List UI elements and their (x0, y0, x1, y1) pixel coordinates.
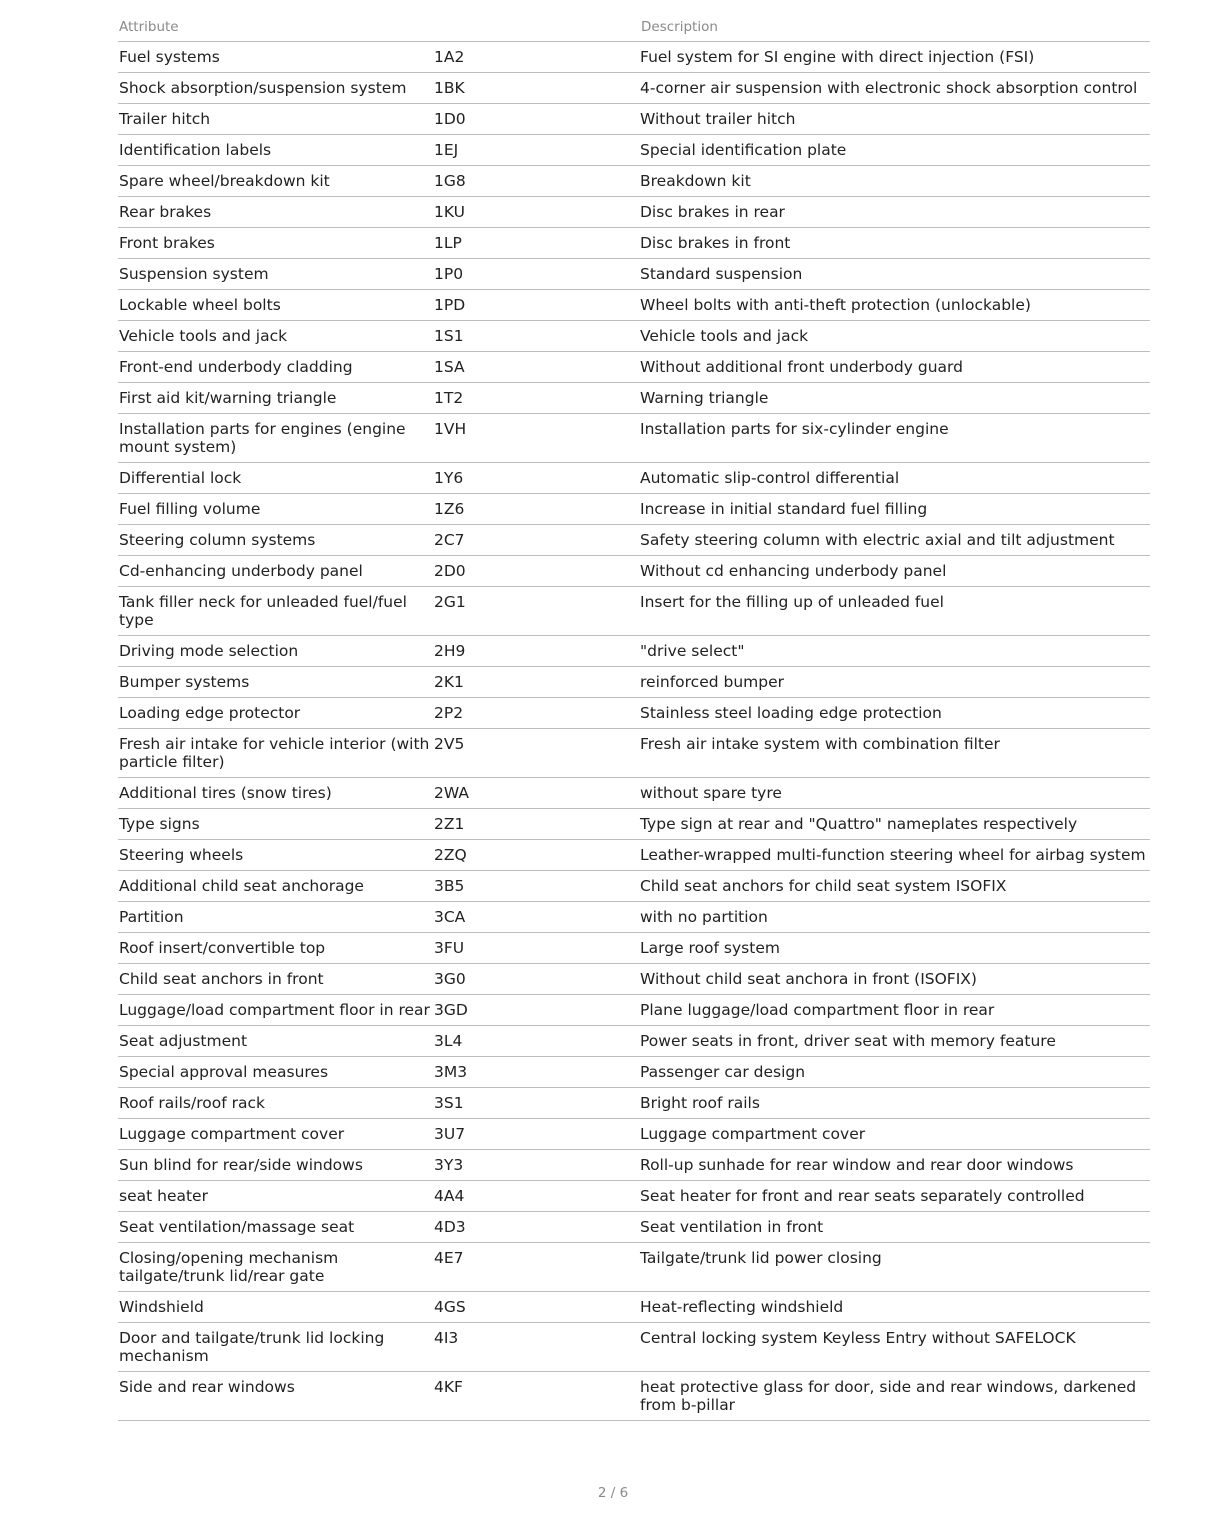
table-row (118, 1057, 1150, 1088)
code-cell: 2V5 (434, 729, 640, 778)
code-cell: 4KF (434, 1372, 640, 1421)
table-row (118, 414, 1150, 463)
table-row (118, 964, 1150, 995)
code-cell: 3M3 (434, 1057, 640, 1088)
table-row (118, 525, 1150, 556)
attribute-cell: Roof insert/convertible top (118, 933, 434, 964)
table-row (118, 667, 1150, 698)
code-cell: 1D0 (434, 104, 640, 135)
description-cell: Disc brakes in front (640, 228, 1150, 259)
column-header-description: Description (640, 14, 1150, 42)
description-cell: Installation parts for six-cylinder engine (640, 414, 1150, 463)
attribute-cell: Type signs (118, 809, 434, 840)
table-row (118, 1323, 1150, 1372)
code-cell: 2WA (434, 778, 640, 809)
code-cell: 2ZQ (434, 840, 640, 871)
table-row (118, 463, 1150, 494)
attribute-cell: Rear brakes (118, 197, 434, 228)
table-row (118, 259, 1150, 290)
attribute-table (118, 14, 1150, 1421)
code-cell: 1G8 (434, 166, 640, 197)
code-cell: 3CA (434, 902, 640, 933)
table-row (118, 636, 1150, 667)
attribute-cell: Additional child seat anchorage (118, 871, 434, 902)
code-cell: 1P0 (434, 259, 640, 290)
attribute-cell: Child seat anchors in front (118, 964, 434, 995)
description-cell: Fuel system for SI engine with direct injection (FSI) (640, 42, 1150, 73)
table-row (118, 809, 1150, 840)
code-cell: 2H9 (434, 636, 640, 667)
table-row (118, 197, 1150, 228)
code-cell: 3L4 (434, 1026, 640, 1057)
code-cell: 1EJ (434, 135, 640, 166)
table-row (118, 1150, 1150, 1181)
attribute-cell: Special approval measures (118, 1057, 434, 1088)
description-cell: Power seats in front, driver seat with memory feature (640, 1026, 1150, 1057)
description-cell: 4-corner air suspension with electronic shock absorption control (640, 73, 1150, 104)
attribute-cell: Lockable wheel bolts (118, 290, 434, 321)
attribute-cell: Windshield (118, 1292, 434, 1323)
table-row (118, 166, 1150, 197)
attribute-cell: Suspension system (118, 259, 434, 290)
code-cell: 1KU (434, 197, 640, 228)
code-cell: 1SA (434, 352, 640, 383)
table-row (118, 42, 1150, 73)
attribute-cell: Partition (118, 902, 434, 933)
description-cell: Roll-up sunhade for rear window and rear door windows (640, 1150, 1150, 1181)
attribute-cell: Cd-enhancing underbody panel (118, 556, 434, 587)
attribute-cell: Tank filler neck for unleaded fuel/fuel type (118, 587, 434, 636)
page-indicator: 2 / 6 (597, 1485, 629, 1501)
attribute-cell: Fresh air intake for vehicle interior (with particle filter) (118, 729, 434, 778)
table-row (118, 135, 1150, 166)
table-row (118, 698, 1150, 729)
header-row (118, 14, 1150, 42)
description-cell: Without trailer hitch (640, 104, 1150, 135)
table-row (118, 1119, 1150, 1150)
description-cell: Warning triangle (640, 383, 1150, 414)
attribute-cell: seat heater (118, 1181, 434, 1212)
description-cell: Vehicle tools and jack (640, 321, 1150, 352)
table-row (118, 1243, 1150, 1292)
attribute-cell: Shock absorption/suspension system (118, 73, 434, 104)
description-cell: Without additional front underbody guard (640, 352, 1150, 383)
description-cell: Heat-reflecting windshield (640, 1292, 1150, 1323)
code-cell: 3G0 (434, 964, 640, 995)
code-cell: 3B5 (434, 871, 640, 902)
attribute-cell: Steering column systems (118, 525, 434, 556)
code-cell: 2C7 (434, 525, 640, 556)
table-row (118, 902, 1150, 933)
code-cell: 1LP (434, 228, 640, 259)
attribute-cell: Side and rear windows (118, 1372, 434, 1421)
description-cell: Insert for the filling up of unleaded fuel (640, 587, 1150, 636)
attribute-cell: Trailer hitch (118, 104, 434, 135)
description-cell: Increase in initial standard fuel filling (640, 494, 1150, 525)
description-cell: Child seat anchors for child seat system ISOFIX (640, 871, 1150, 902)
description-cell: Plane luggage/load compartment floor in rear (640, 995, 1150, 1026)
attribute-cell: Seat ventilation/massage seat (118, 1212, 434, 1243)
attribute-cell: Fuel systems (118, 42, 434, 73)
code-cell: 1S1 (434, 321, 640, 352)
description-cell: Safety steering column with electric axial and tilt adjustment (640, 525, 1150, 556)
attribute-cell: Roof rails/roof rack (118, 1088, 434, 1119)
table-row (118, 73, 1150, 104)
description-cell: Central locking system Keyless Entry without SAFELOCK (640, 1323, 1150, 1372)
description-cell: heat protective glass for door, side and rear windows, darkened from b-pillar (640, 1372, 1150, 1421)
attribute-cell: Front brakes (118, 228, 434, 259)
code-cell: 4I3 (434, 1323, 640, 1372)
attribute-cell: Installation parts for engines (engine mount system) (118, 414, 434, 463)
description-cell: Luggage compartment cover (640, 1119, 1150, 1150)
attribute-cell: Luggage compartment cover (118, 1119, 434, 1150)
attribute-cell: Differential lock (118, 463, 434, 494)
attribute-cell: Driving mode selection (118, 636, 434, 667)
table-row (118, 1292, 1150, 1323)
table-row (118, 587, 1150, 636)
code-cell: 1PD (434, 290, 640, 321)
table-row (118, 871, 1150, 902)
table-row (118, 1088, 1150, 1119)
table-header (118, 14, 1150, 42)
attribute-cell: First aid kit/warning triangle (118, 383, 434, 414)
code-cell: 1VH (434, 414, 640, 463)
attribute-cell: Spare wheel/breakdown kit (118, 166, 434, 197)
attribute-cell: Bumper systems (118, 667, 434, 698)
description-cell: Standard suspension (640, 259, 1150, 290)
code-cell: 1BK (434, 73, 640, 104)
description-cell: Fresh air intake system with combination filter (640, 729, 1150, 778)
code-cell: 2K1 (434, 667, 640, 698)
description-cell: reinforced bumper (640, 667, 1150, 698)
code-cell: 2D0 (434, 556, 640, 587)
description-cell: Leather-wrapped multi-function steering wheel for airbag system (640, 840, 1150, 871)
description-cell: without spare tyre (640, 778, 1150, 809)
description-cell: Large roof system (640, 933, 1150, 964)
attribute-cell: Steering wheels (118, 840, 434, 871)
description-cell: Breakdown kit (640, 166, 1150, 197)
attribute-cell: Identification labels (118, 135, 434, 166)
code-cell: 4D3 (434, 1212, 640, 1243)
code-cell: 3S1 (434, 1088, 640, 1119)
code-cell: 2P2 (434, 698, 640, 729)
description-cell: Seat heater for front and rear seats separately controlled (640, 1181, 1150, 1212)
attribute-cell: Sun blind for rear/side windows (118, 1150, 434, 1181)
description-cell: Seat ventilation in front (640, 1212, 1150, 1243)
table-body (118, 42, 1150, 1421)
table-row (118, 1026, 1150, 1057)
table-row (118, 729, 1150, 778)
attribute-cell: Additional tires (snow tires) (118, 778, 434, 809)
table-row (118, 352, 1150, 383)
description-cell: Tailgate/trunk lid power closing (640, 1243, 1150, 1292)
description-cell: Without child seat anchora in front (ISOFIX) (640, 964, 1150, 995)
attribute-cell: Vehicle tools and jack (118, 321, 434, 352)
attribute-cell: Luggage/load compartment floor in rear (118, 995, 434, 1026)
table-row (118, 1212, 1150, 1243)
description-cell: Bright roof rails (640, 1088, 1150, 1119)
code-cell: 3GD (434, 995, 640, 1026)
attribute-cell: Loading edge protector (118, 698, 434, 729)
code-cell: 3FU (434, 933, 640, 964)
code-cell: 1A2 (434, 42, 640, 73)
code-cell: 4GS (434, 1292, 640, 1323)
table-row (118, 995, 1150, 1026)
code-cell: 3U7 (434, 1119, 640, 1150)
column-header-code (434, 14, 640, 42)
description-cell: Wheel bolts with anti-theft protection (unlockable) (640, 290, 1150, 321)
code-cell: 2G1 (434, 587, 640, 636)
description-cell: "drive select" (640, 636, 1150, 667)
attribute-cell: Seat adjustment (118, 1026, 434, 1057)
table-row (118, 933, 1150, 964)
table-row (118, 1372, 1150, 1421)
attribute-cell: Closing/opening mechanism tailgate/trunk lid/rear gate (118, 1243, 434, 1292)
table-row (118, 494, 1150, 525)
description-cell: Disc brakes in rear (640, 197, 1150, 228)
description-cell: Passenger car design (640, 1057, 1150, 1088)
code-cell: 1Y6 (434, 463, 640, 494)
table-row (118, 1181, 1150, 1212)
attribute-cell: Door and tailgate/trunk lid locking mechanism (118, 1323, 434, 1372)
table-row (118, 104, 1150, 135)
description-cell: with no partition (640, 902, 1150, 933)
attribute-cell: Fuel filling volume (118, 494, 434, 525)
table-row (118, 383, 1150, 414)
table-row (118, 228, 1150, 259)
table-row (118, 840, 1150, 871)
description-cell: Stainless steel loading edge protection (640, 698, 1150, 729)
description-cell: Type sign at rear and "Quattro" nameplates respectively (640, 809, 1150, 840)
column-header-attribute: Attribute (118, 14, 434, 42)
code-cell: 1Z6 (434, 494, 640, 525)
table-row (118, 778, 1150, 809)
code-cell: 1T2 (434, 383, 640, 414)
table-row (118, 290, 1150, 321)
table-row (118, 556, 1150, 587)
code-cell: 3Y3 (434, 1150, 640, 1181)
description-cell: Without cd enhancing underbody panel (640, 556, 1150, 587)
attribute-cell: Front-end underbody cladding (118, 352, 434, 383)
description-cell: Automatic slip-control differential (640, 463, 1150, 494)
description-cell: Special identification plate (640, 135, 1150, 166)
code-cell: 4E7 (434, 1243, 640, 1292)
code-cell: 4A4 (434, 1181, 640, 1212)
table-row (118, 321, 1150, 352)
code-cell: 2Z1 (434, 809, 640, 840)
